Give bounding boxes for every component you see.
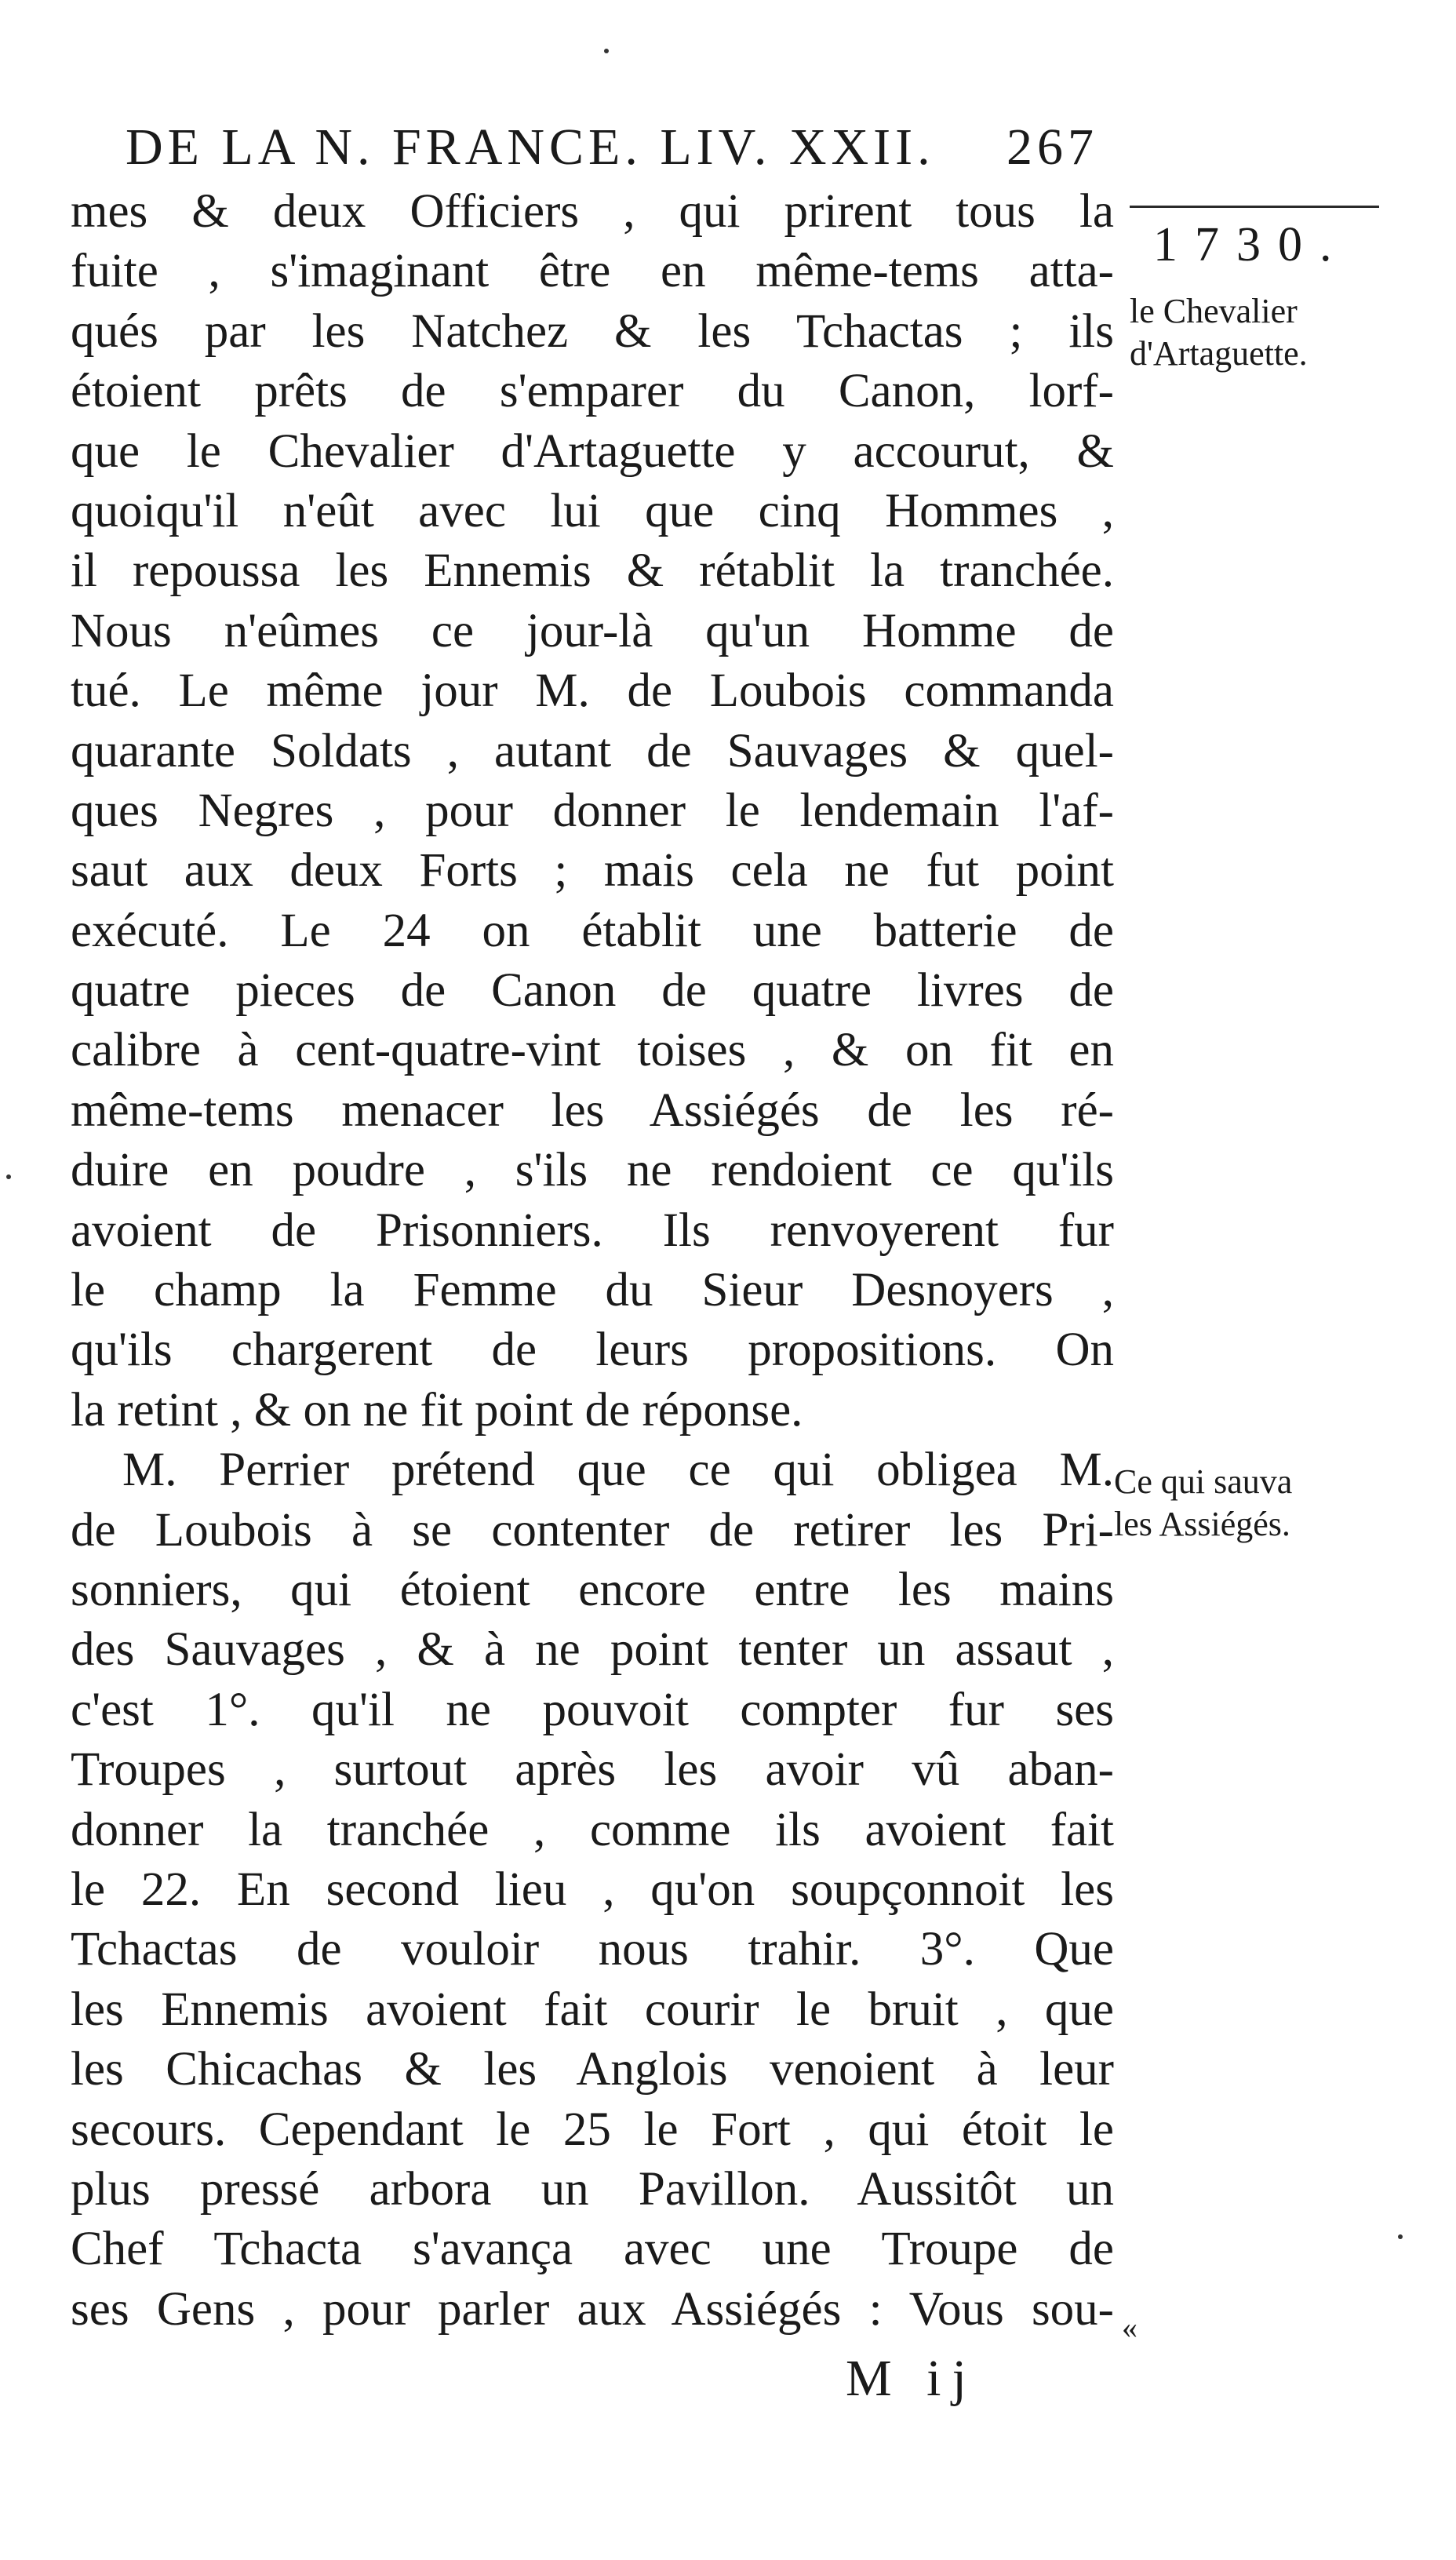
text-line: Nous n'eûmes ce jour-là qu'un Homme de	[71, 604, 1114, 657]
text-line: mes & deux Officiers , qui prirent tous la	[71, 185, 1114, 238]
text-line: M. Perrier prétend que ce qui obligea M.	[122, 1444, 1114, 1497]
ink-speck	[604, 49, 609, 53]
text-line: qués par les Natchez & les Tchactas ; ils	[71, 304, 1114, 358]
margin-year: 1730.	[1153, 218, 1349, 271]
margin-note-chevalier: le Chevalier d'Artaguette.	[1130, 292, 1308, 373]
page-number: 267	[1006, 118, 1098, 176]
text-line: avoient de Prisonniers. Ils renvoyerent fur	[71, 1204, 1114, 1257]
text-line: il repoussa les Ennemis & rétablit la tranchée.	[71, 544, 1114, 598]
margin-note-sauva: Ce qui sauva les Assiégés.	[1114, 1462, 1293, 1543]
text-line: fuite , s'imaginant être en même-tems atta-	[71, 245, 1114, 298]
text-line: sonniers, qui étoient encore entre les mains	[71, 1563, 1114, 1616]
text-line: les Chicachas & les Anglois venoient à leur	[71, 2043, 1114, 2096]
text-line: ses Gens , pour parler aux Assiégés : Vous sou-	[71, 2282, 1114, 2336]
text-line: calibre à cent-quatre-vint toises , & on fit en	[71, 1024, 1114, 1077]
text-line: plus pressé arbora un Pavillon. Aussitôt un	[71, 2162, 1114, 2216]
text-line: c'est 1°. qu'il ne pouvoit compter fur ses	[71, 1683, 1114, 1736]
text-line: Chef Tchacta s'avança avec une Troupe de	[71, 2223, 1114, 2276]
text-line: secours. Cependant le 25 le Fort , qui étoit le	[71, 2103, 1114, 2156]
text-line: tué. Le même jour M. de Loubois commanda	[71, 665, 1114, 718]
text-line: Tchactas de vouloir nous trahir. 3°. Que	[71, 1923, 1114, 1976]
margin-rule	[1130, 206, 1379, 208]
ink-speck	[1398, 2234, 1403, 2239]
signature-mark: M ij	[846, 2350, 977, 2407]
text-line: le 22. En second lieu , qu'on soupçonnoit les	[71, 1863, 1114, 1916]
text-line: étoient prêts de s'emparer du Canon, lorf-	[71, 365, 1114, 418]
text-line: exécuté. Le 24 on établit une batterie de	[71, 904, 1114, 957]
text-line: qu'ils chargerent de leurs propositions. On	[71, 1324, 1114, 1377]
text-line: que le Chevalier d'Artaguette y accourut, &	[71, 424, 1114, 478]
text-line: de Loubois à se contenter de retirer les Pri-	[71, 1503, 1114, 1557]
text-line: quoiqu'il n'eût avec lui que cinq Hommes ,	[71, 484, 1114, 537]
text-line: même-tems menacer les Assiégés de les ré-	[71, 1083, 1114, 1137]
body-text	[71, 182, 1114, 2340]
catchword-quote: «	[1122, 2310, 1138, 2345]
text-line: duire en poudre , s'ils ne rendoient ce qu'ils	[71, 1144, 1114, 1197]
text-line: ques Negres , pour donner le lendemain l'af-	[71, 784, 1114, 837]
ink-speck	[6, 1174, 11, 1179]
text-line: saut aux deux Forts ; mais cela ne fut point	[71, 844, 1114, 898]
text-line: Troupes , surtout après les avoir vû aban-	[71, 1743, 1114, 1797]
running-header	[126, 116, 1098, 179]
text-line: quarante Soldats , autant de Sauvages & quel-	[71, 724, 1114, 777]
text-line: la retint , & on ne fit point de réponse.	[71, 1383, 803, 1437]
text-line: donner la tranchée , comme ils avoient fait	[71, 1803, 1114, 1856]
text-line: les Ennemis avoient fait courir le bruit , que	[71, 1983, 1114, 2036]
text-line: le champ la Femme du Sieur Desnoyers ,	[71, 1264, 1114, 1317]
text-line: des Sauvages , & à ne point tenter un assaut ,	[71, 1623, 1114, 1677]
running-title: DE LA N. FRANCE. LIV. XXII.	[126, 118, 935, 176]
text-line: quatre pieces de Canon de quatre livres de	[71, 964, 1114, 1018]
